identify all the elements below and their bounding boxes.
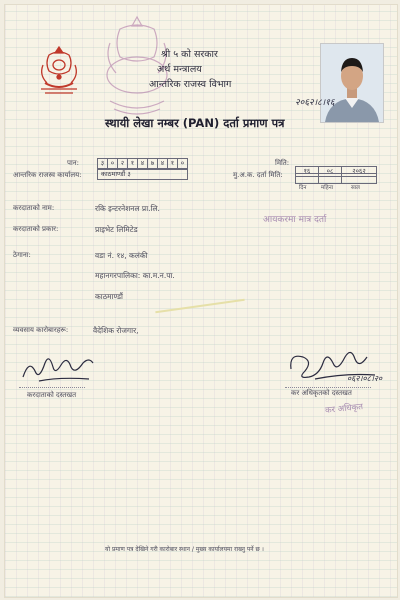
- certificate-page: [4, 4, 398, 598]
- header-line-government: श्री ५ को सरकार: [161, 49, 218, 60]
- business-label: व्यवसाय कारोबारहरू:: [13, 326, 69, 334]
- officer-signature-line: [285, 387, 371, 388]
- address-ward: वडा नं. १४, कलंकी: [95, 251, 148, 260]
- taxpayer-signature-caption: करदाताको दस्तखत: [27, 391, 77, 399]
- office-label: आन्तरिक राजस्व कार्यालय:: [13, 171, 82, 179]
- date-label: मिति:: [275, 159, 290, 167]
- date-month: ०८: [318, 166, 342, 177]
- pan-digit: ७: [147, 158, 158, 169]
- date-day: १६: [295, 166, 319, 177]
- pan-digit: ४: [137, 158, 148, 169]
- date-year: २०६२: [341, 166, 377, 177]
- pan-digit: ०: [177, 158, 188, 169]
- officer-signature-caption: कर अधिकृतको दस्तखत: [291, 389, 352, 397]
- vat-date-boxes: [295, 169, 376, 188]
- national-emblem-icon: [35, 43, 83, 101]
- pan-label: पान:: [67, 159, 80, 167]
- taxpayer-type-label: करदाताको प्रकार:: [13, 225, 59, 233]
- pan-digit: १: [127, 158, 138, 169]
- taxpayer-signature: [19, 351, 109, 387]
- holder-photo: [320, 43, 384, 123]
- pan-digit-boxes: [97, 158, 187, 169]
- highlighter-mark: [155, 299, 244, 314]
- business-value: वैदेशिक रोजगार,: [93, 326, 139, 335]
- date-sub-year: साल: [351, 185, 360, 191]
- income-tax-only-stamp: आयकरमा मात्र दर्ता: [263, 215, 327, 225]
- header-line-department: आन्तरिक राजस्व विभाग: [149, 79, 232, 90]
- taxpayer-name-value: रकि इन्टरनेशनल प्रा.लि.: [95, 204, 160, 213]
- address-label: ठेगाना:: [13, 251, 31, 259]
- date-sub-month: महिना: [321, 185, 334, 191]
- pan-digit: १: [167, 158, 178, 169]
- tax-officer-stamp: कर अधिकृत: [324, 402, 364, 416]
- footer-note: यो प्रमाण पत्र देखिने गरी कारोबार स्थान / मुख्य कार्यालयमा राख्नु पर्ने छ ।: [105, 546, 264, 553]
- taxpayer-signature-line: [19, 387, 85, 388]
- pan-digit: ०: [107, 158, 118, 169]
- date-sub-day: दिन: [299, 185, 307, 191]
- pan-digit: ४: [157, 158, 168, 169]
- pan-digit: ३: [97, 158, 108, 169]
- taxpayer-name-label: करदाताको नाम:: [13, 204, 55, 212]
- certificate-title: स्थायी लेखा नम्बर (PAN) दर्ता प्रमाण पत्र: [105, 116, 285, 130]
- photo-signature-date: २०६२।८।१६: [295, 98, 335, 108]
- taxpayer-type-value: प्राइभेट लिमिटेड: [95, 225, 138, 234]
- header-line-ministry: अर्थ मन्त्रालय: [157, 64, 202, 75]
- address-district: काठमाण्डौं: [95, 292, 124, 301]
- vat-registration-date-label: मु.अ.क. दर्ता मिति:: [233, 171, 283, 179]
- pan-digit: २: [117, 158, 128, 169]
- office-value: काठमाण्डौं ३: [97, 169, 188, 180]
- officer-signature-date: ०६२।०८।२०: [347, 374, 383, 383]
- person-portrait-icon: [321, 44, 383, 122]
- address-municipality: महानगरपालिका: का.म.न.पा.: [95, 271, 175, 280]
